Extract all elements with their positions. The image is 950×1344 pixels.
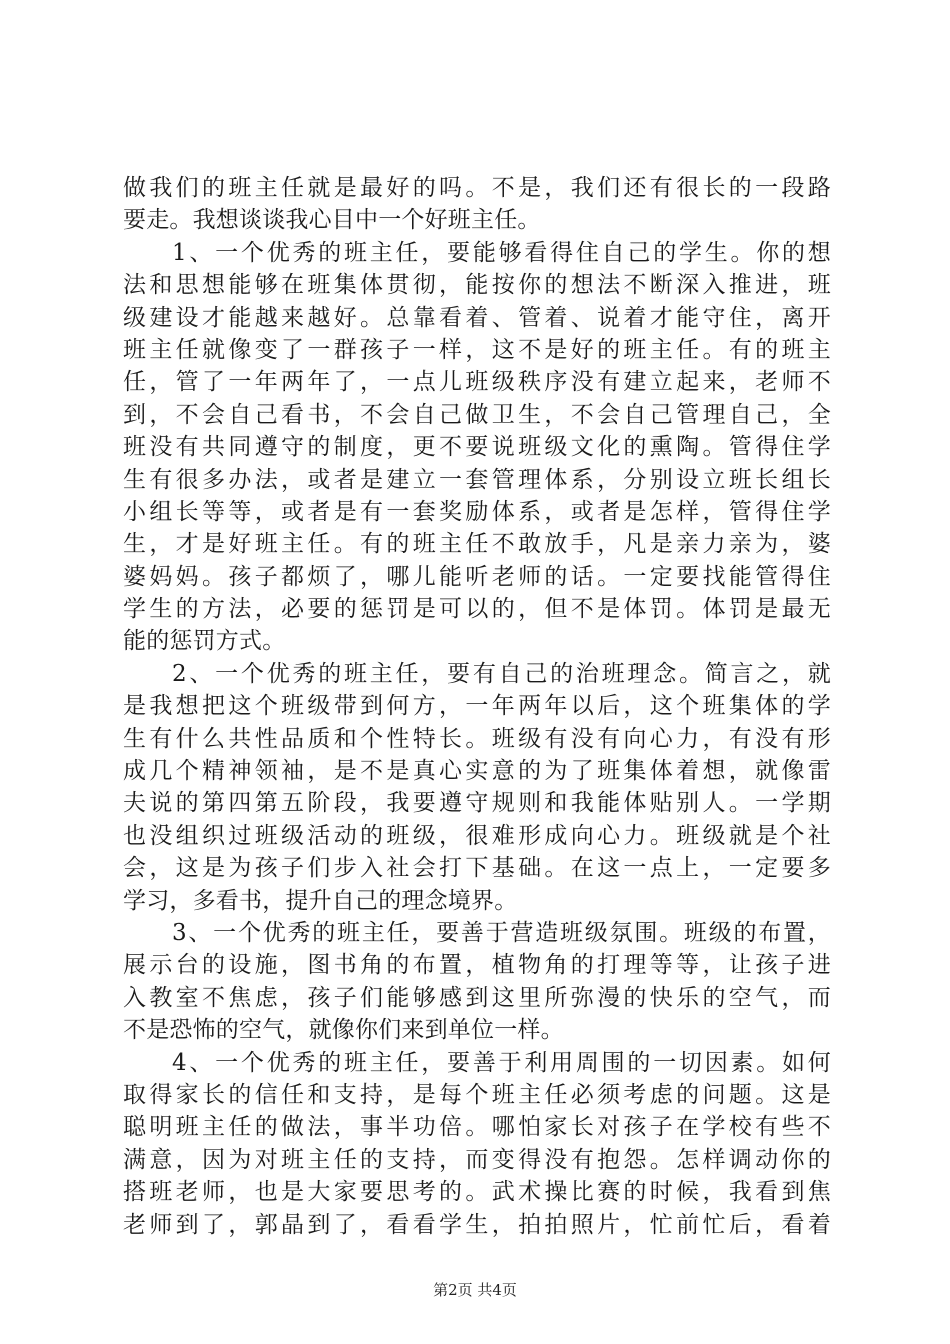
text-line: 2、一个优秀的班主任，要有自己的治班理念。简言之，就 xyxy=(172,660,831,687)
page-footer: 第2页 共4页 xyxy=(433,1281,517,1299)
text-line: 会，这是为孩子们步入社会打下基础。在这一点上，一定要多 xyxy=(123,855,831,882)
text-line: 要走。我想谈谈我心目中一个好班主任。 xyxy=(123,207,541,234)
text-line: 到，不会自己看书，不会自己做卫生，不会自己管理自己，全 xyxy=(123,401,831,428)
text-line: 婆妈妈。孩子都烦了，哪儿能听老师的话。一定要找能管得住 xyxy=(123,563,831,590)
text-line: 也没组织过班级活动的班级，很难形成向心力。班级就是个社 xyxy=(123,822,831,849)
body-text xyxy=(123,172,831,1241)
text-line: 1、一个优秀的班主任，要能够看得住自己的学生。你的想 xyxy=(172,239,831,266)
text-line: 任，管了一年两年了，一点儿班级秩序没有建立起来，老师不 xyxy=(123,369,831,396)
text-line: 成几个精神领袖，是不是真心实意的为了班集体着想，就像雷 xyxy=(123,758,831,785)
text-line: 法和思想能够在班集体贯彻，能按你的想法不断深入推进，班 xyxy=(123,272,831,299)
text-line: 级建设才能越来越好。总靠看着、管着、说着才能守住，离开 xyxy=(123,304,831,331)
text-line: 生有很多办法，或者是建立一套管理体系，分别设立班长组长 xyxy=(123,466,831,493)
text-line: 取得家长的信任和支持，是每个班主任必须考虑的问题。这是 xyxy=(123,1081,831,1108)
text-line: 生有什么共性品质和个性特长。班级有没有向心力，有没有形 xyxy=(123,725,831,752)
text-line: 班主任就像变了一群孩子一样，这不是好的班主任。有的班主 xyxy=(123,336,831,363)
text-line: 不是恐怖的空气，就像你们来到单位一样。 xyxy=(123,1017,564,1044)
text-line: 老师到了，郭晶到了，看看学生，拍拍照片，忙前忙后，看着 xyxy=(123,1211,831,1238)
text-line: 能的惩罚方式。 xyxy=(123,628,286,655)
text-line: 4、一个优秀的班主任，要善于利用周围的一切因素。如何 xyxy=(172,1049,831,1076)
text-line: 搭班老师，也是大家要思考的。武术操比赛的时候，我看到焦 xyxy=(123,1179,831,1206)
text-line: 夫说的第四第五阶段，我要遵守规则和我能体贴别人。一学期 xyxy=(123,790,831,817)
text-line: 小组长等等，或者是有一套奖励体系，或者是怎样，管得住学 xyxy=(123,498,831,525)
text-line: 做我们的班主任就是最好的吗。不是，我们还有很长的一段路 xyxy=(123,175,831,201)
text-line: 3、一个优秀的班主任，要善于营造班级氛围。班级的布置， xyxy=(172,919,831,946)
text-line: 生，才是好班主任。有的班主任不敢放手，凡是亲力亲为，婆 xyxy=(123,531,831,558)
text-line: 入教室不焦虑，孩子们能够感到这里所弥漫的快乐的空气，而 xyxy=(123,984,831,1011)
text-line: 学生的方法，必要的惩罚是可以的，但不是体罚。体罚是最无 xyxy=(123,596,831,623)
text-line: 展示台的设施，图书角的布置，植物角的打理等等，让孩子进 xyxy=(123,952,831,979)
text-line: 学习，多看书，提升自己的理念境界。 xyxy=(123,887,518,914)
text-line: 满意，因为对班主任的支持，而变得没有抱怨。怎样调动你的 xyxy=(123,1146,831,1173)
text-line: 是我想把这个班级带到何方，一年两年以后，这个班集体的学 xyxy=(123,693,831,720)
text-line: 班没有共同遵守的制度，更不要说班级文化的熏陶。管得住学 xyxy=(123,434,831,461)
text-line: 聪明班主任的做法，事半功倍。哪怕家长对孩子在学校有些不 xyxy=(123,1114,831,1141)
